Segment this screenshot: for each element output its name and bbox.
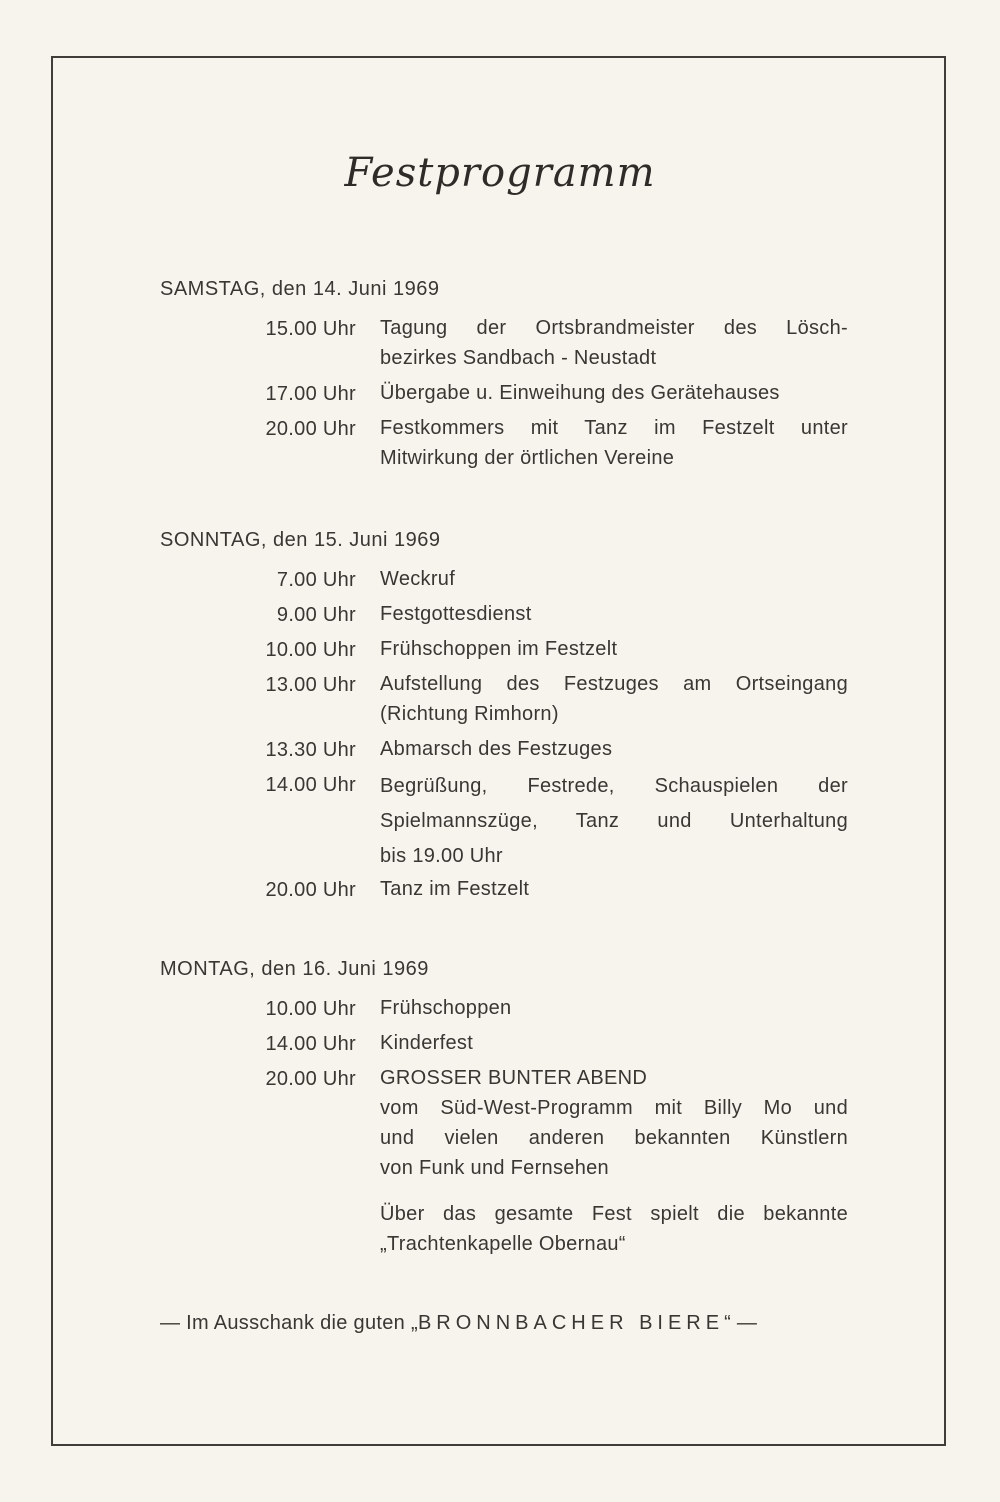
event-description (380, 769, 848, 874)
closing-suffix: “ — (724, 1312, 758, 1334)
event-time: 10.00 Uhr (265, 639, 356, 661)
event-time: 14.00 Uhr (265, 774, 356, 796)
band-note (380, 1199, 848, 1259)
event-time: 14.00 Uhr (265, 1033, 356, 1055)
event-description (380, 874, 848, 904)
event-line: Frühschoppen (380, 997, 512, 1019)
event-time: 9.00 Uhr (276, 604, 356, 626)
event-line: GROSSER BUNTER ABEND (380, 1067, 648, 1089)
closing-line (160, 1312, 850, 1335)
event-line: und vielen anderen bekannten Künstlern (380, 1127, 848, 1149)
event-description (380, 993, 848, 1023)
event-time: 7.00 Uhr (276, 569, 356, 591)
note-line: „Trachtenkapelle Obernau“ (380, 1233, 626, 1255)
event-line: Mitwirkung der örtlichen Vereine (380, 447, 675, 469)
event-line: bis 19.00 Uhr (380, 845, 503, 867)
event-time: 20.00 Uhr (265, 879, 356, 901)
event-line: Tagung der Ortsbrandmeister des Lösch- (380, 317, 848, 339)
event-line: Weckruf (380, 568, 456, 590)
event-line: bezirkes Sandbach - Neustadt (380, 347, 657, 369)
note-line: Über das gesamte Fest spielt die bekannte (380, 1203, 848, 1225)
event-time: 13.00 Uhr (265, 674, 356, 696)
event-description (380, 413, 848, 473)
event-line: vom Süd-West-Programm mit Billy Mo und (380, 1097, 848, 1119)
event-line: Spielmannszüge, Tanz und Unterhaltung (380, 810, 848, 832)
event-line: Übergabe u. Einweihung des Gerätehauses (380, 382, 780, 404)
event-time: 20.00 Uhr (265, 1068, 356, 1090)
event-description (380, 1063, 848, 1183)
event-line: (Richtung Rimhorn) (380, 703, 559, 725)
event-line: Begrüßung, Festrede, Schauspielen der (380, 775, 848, 797)
event-line: Aufstellung des Festzuges am Ortseingang (380, 673, 848, 695)
closing-prefix: — Im Ausschank die guten „ (160, 1312, 418, 1334)
day-heading-sonntag: SONNTAG, den 15. Juni 1969 (160, 529, 441, 551)
event-description (380, 634, 848, 664)
event-line: Frühschoppen im Festzelt (380, 638, 618, 660)
event-time: 13.30 Uhr (265, 739, 356, 761)
event-time: 17.00 Uhr (265, 383, 356, 405)
event-line: Festkommers mit Tanz im Festzelt unter (380, 417, 848, 439)
event-description (380, 313, 848, 373)
event-description (380, 599, 848, 629)
event-line: Kinderfest (380, 1032, 474, 1054)
event-description (380, 378, 848, 408)
event-time: 10.00 Uhr (265, 998, 356, 1020)
event-description (380, 1028, 848, 1058)
event-time: 20.00 Uhr (265, 418, 356, 440)
event-line: Tanz im Festzelt (380, 878, 530, 900)
event-description (380, 669, 848, 729)
event-time: 15.00 Uhr (265, 318, 356, 340)
event-line: von Funk und Fernsehen (380, 1157, 609, 1179)
brand-name: BRONNBACHER BIERE (417, 1312, 725, 1334)
event-line: Festgottesdienst (380, 603, 532, 625)
page-title: Festprogramm (344, 150, 656, 196)
event-description (380, 564, 848, 594)
day-heading-samstag: SAMSTAG, den 14. Juni 1969 (160, 278, 440, 300)
day-heading-montag: MONTAG, den 16. Juni 1969 (160, 958, 429, 980)
event-description (380, 734, 848, 764)
event-line: Abmarsch des Festzuges (380, 738, 613, 760)
